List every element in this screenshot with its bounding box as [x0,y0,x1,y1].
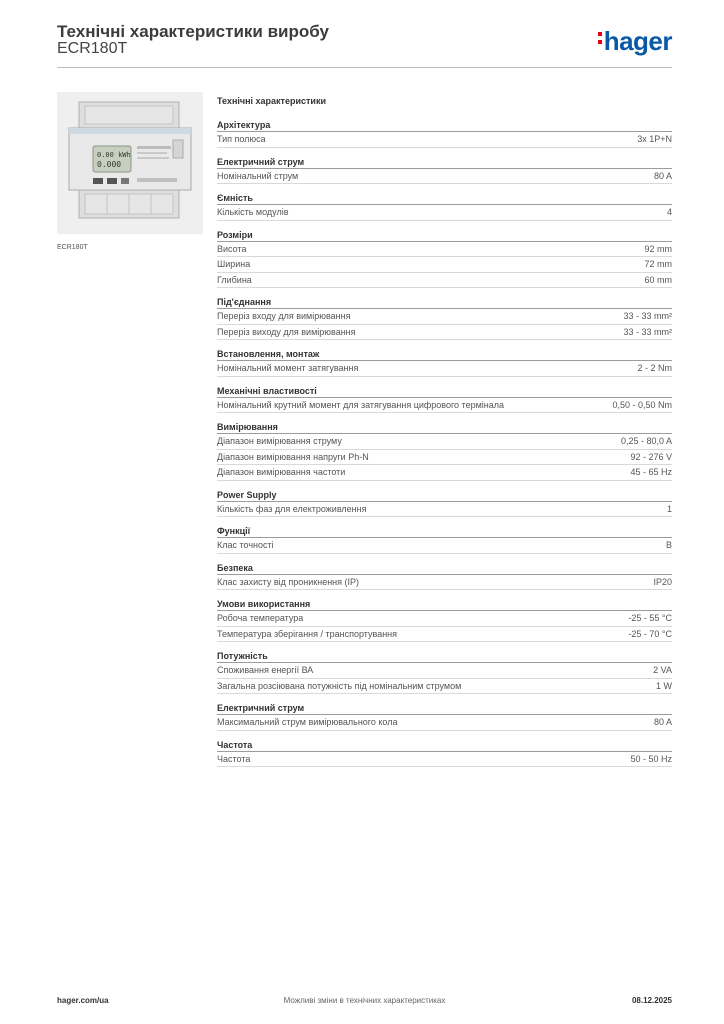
spec-value: B [665,540,672,550]
spec-label: Кількість фаз для електроживлення [217,503,367,514]
spec-row [217,502,672,518]
spec-value: 60 mm [644,274,672,285]
spec-section-title: Ємність [217,193,672,205]
spec-section-title: Розміри [217,230,672,242]
spec-row [217,611,672,627]
spec-row [217,325,672,341]
spec-value: 0,25 - 80,0 A [620,436,672,446]
spec-label: Кількість модулів [217,207,289,217]
spec-label: Робоча температура [217,613,304,623]
spec-row [217,205,672,221]
spec-value: 92 - 276 V [630,451,672,462]
energy-meter-icon [57,92,203,234]
spec-section-title: Під'єднання [217,297,672,309]
spec-value: 4 [666,207,672,217]
display-line-2: 0.000 [97,160,122,169]
spec-label: Максимальний струм вимірювального кола [217,717,398,727]
footer-note: Можливі зміни в технічних характеристиках [283,996,446,1005]
spec-label: Температура зберігання / транспортування [217,628,398,639]
spec-row [217,715,672,731]
spec-value: 1 [666,503,672,514]
spec-row [217,361,672,377]
spec-row [217,242,672,258]
spec-section-title: Частота [217,740,672,752]
spec-value: 33 - 33 mm² [623,311,672,321]
spec-label: Тип полюса [217,134,266,144]
spec-row [217,679,672,695]
spec-section-title: Електричний струм [217,157,672,169]
spec-section-title: Вимірювання [217,422,672,434]
spec-section [217,349,672,377]
spec-value: -25 - 70 °C [628,628,672,639]
spec-value: 2 VA [653,665,672,675]
spec-value: 80 A [653,170,672,181]
spec-value: 0,50 - 0,50 Nm [612,399,672,410]
spec-value: 92 mm [644,243,672,254]
spec-section [217,526,672,554]
spec-row [217,434,672,450]
spec-label: Клас точності [217,540,274,550]
spec-row [217,398,672,414]
spec-row [217,309,672,325]
spec-section [217,230,672,289]
product-caption: ECR180T [57,244,88,251]
spec-row [217,169,672,185]
spec-section [217,297,672,340]
spec-label: Номінальний струм [217,170,299,181]
footer-date: 08.12.2025 [631,996,672,1005]
specs-title: Технічні характеристики [217,96,326,106]
spec-section-title: Функції [217,526,672,538]
spec-value: IP20 [653,576,672,587]
spec-row [217,752,672,768]
spec-label: Загальна розсіювана потужність під номінальним струмом [217,680,462,691]
spec-label: Клас захисту від проникнення (IP) [217,576,360,587]
display-line-1: 0.00 kWh [97,151,131,159]
footer-website: hager.com/ua [57,996,109,1005]
spec-row [217,257,672,273]
spec-section-title: Потужність [217,651,672,663]
spec-value: 3x 1P+N [637,134,672,144]
spec-row [217,627,672,643]
spec-section-title: Встановлення, монтаж [217,349,672,361]
spec-label: Діапазон вимірювання частоти [217,467,346,477]
header-divider [57,67,672,68]
spec-row [217,538,672,554]
spec-label: Номінальний момент затягування [217,363,359,373]
logo-dots-icon [598,32,603,48]
spec-row [217,465,672,481]
spec-label: Номінальний крутний момент для затягування цифрового термінала [217,399,505,410]
spec-row [217,132,672,148]
spec-value: -25 - 55 °C [628,613,672,623]
logo-text: hager [603,26,672,56]
product-image [57,92,203,234]
spec-section [217,157,672,185]
spec-label: Діапазон вимірювання напруги Ph-N [217,451,369,462]
spec-value: 33 - 33 mm² [623,326,672,337]
spec-section [217,120,672,148]
spec-section-title: Механічні властивості [217,386,672,398]
spec-value: 80 A [653,717,672,727]
spec-label: Споживання енергії ВА [217,665,314,675]
spec-value: 45 - 65 Hz [630,467,672,477]
product-code: ECR180T [57,40,128,57]
spec-section [217,599,672,642]
spec-section [217,386,672,414]
hager-logo [598,26,672,57]
spec-value: 50 - 50 Hz [630,753,672,764]
spec-section [217,563,672,591]
spec-section-title: Power Supply [217,490,672,502]
spec-section [217,422,672,481]
spec-label: Діапазон вимірювання струму [217,436,342,446]
spec-section-title: Безпека [217,563,672,575]
specs-table [217,96,672,776]
spec-row [217,450,672,466]
spec-section-title: Електричний струм [217,703,672,715]
spec-section [217,193,672,221]
spec-section-title: Умови використання [217,599,672,611]
spec-section [217,740,672,768]
spec-section [217,651,672,694]
spec-row [217,273,672,289]
specs-sections [217,120,672,767]
spec-row [217,663,672,679]
spec-label: Переріз входу для вимірювання [217,311,351,321]
spec-row [217,575,672,591]
spec-value: 72 mm [644,259,672,269]
spec-section [217,703,672,731]
page-title: Технічні характеристики виробу [57,22,329,41]
spec-label: Глибина [217,274,252,285]
spec-label: Ширина [217,259,251,269]
spec-label: Частота [217,753,251,764]
spec-section [217,490,672,518]
spec-label: Переріз виходу для вимірювання [217,326,356,337]
spec-value: 2 - 2 Nm [637,363,672,373]
spec-section-title: Архітектура [217,120,672,132]
spec-label: Висота [217,243,247,254]
spec-value: 1 W [655,680,672,691]
